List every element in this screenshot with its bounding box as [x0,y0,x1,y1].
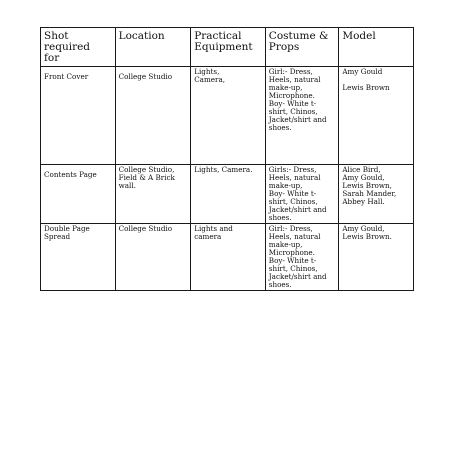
cell-line: Lights, Camera. [194,165,253,174]
cell-line: Model [342,30,376,42]
cell-line: Spread [44,232,71,241]
cell-line: Props [268,41,300,53]
cell-equipment [191,224,266,291]
cell-line: make-up, [268,181,303,190]
cell-equipment [191,67,266,165]
cell-line: Jacket/shirt and [268,115,327,124]
cell-line: camera [194,232,222,241]
cell-shot [41,165,116,224]
cell-line: Microphone. [268,91,315,100]
cell-line: wall. [118,181,136,190]
cell-line: Double Page [44,224,90,233]
cell-shot [41,67,116,165]
cell-line: College Studio [118,72,173,81]
cell-line: Heels, natural [268,232,321,241]
cell-line: make-up, [268,240,303,249]
cell-line: Contents Page [44,170,97,179]
cell-location [115,165,191,224]
cell-line: Boy- White t- [268,256,317,265]
cell-line: Girls:- Dress, [268,165,317,174]
cell-line: Heels, natural [268,75,321,84]
cell-line: shirt, Chinos, [268,107,318,116]
cell-line: Practical [194,30,242,42]
cell-line: Boy- White t- [268,99,317,108]
cell-line: Camera, [194,75,226,84]
cell-line: Amy Gould, [342,224,385,233]
header-location [115,28,191,67]
table-row [41,67,414,165]
cell-line: Location [118,30,165,42]
cell-line: College Studio, [118,165,175,174]
cell-line: Field & A Brick [118,173,175,182]
cell-location [115,224,191,291]
table-header-row [41,28,414,67]
cell-line: Amy Gould, [342,173,385,182]
cell-line: Jacket/shirt and [268,272,327,281]
cell-costume [265,165,339,224]
cell-line: Lewis Brown, [342,181,392,190]
cell-line: Girl:- Dress, [268,224,313,233]
cell-model [339,67,414,165]
header-practical-equipment [191,28,266,67]
cell-location [115,67,191,165]
cell-line: Front Cover [44,72,89,81]
cell-model [339,165,414,224]
cell-line: Costume & [268,30,329,42]
cell-line: Abbey Hall. [342,197,385,206]
cell-line: shoes. [268,123,292,132]
cell-line: shirt, Chinos, [268,197,318,206]
cell-line: Sarah Mander, [342,189,397,198]
cell-line: Lights, [194,67,220,76]
cell-costume [265,67,339,165]
cell-line: Amy Gould [342,67,383,76]
shot-list-table [40,27,414,291]
cell-line: Heels, natural [268,173,321,182]
header-costume-props [265,28,339,67]
cell-line: shoes. [268,280,292,289]
cell-line: make-up, [268,83,303,92]
cell-line: shoes. [268,213,292,222]
cell-line: Jacket/shirt and [268,205,327,214]
header-model [339,28,414,67]
table-row [41,165,414,224]
cell-line: shirt, Chinos, [268,264,318,273]
header-shot-required-for [41,28,116,67]
cell-line: Microphone. [268,248,315,257]
cell-line: Equipment [194,41,253,53]
cell-line: College Studio [118,224,173,233]
cell-costume [265,224,339,291]
cell-line: Shot [44,30,69,42]
cell-model [339,224,414,291]
cell-equipment [191,165,266,224]
cell-line: Lewis Brown. [342,232,392,241]
cell-shot [41,224,116,291]
cell-line: for [44,52,60,64]
cell-line: Girl:- Dress, [268,67,313,76]
cell-line: required [44,41,91,53]
cell-line: Lights and [194,224,233,233]
cell-line: Boy- White t- [268,189,317,198]
cell-line: Lewis Brown [342,83,390,92]
cell-line: Alice Bird, [342,165,381,174]
table-row [41,224,414,291]
